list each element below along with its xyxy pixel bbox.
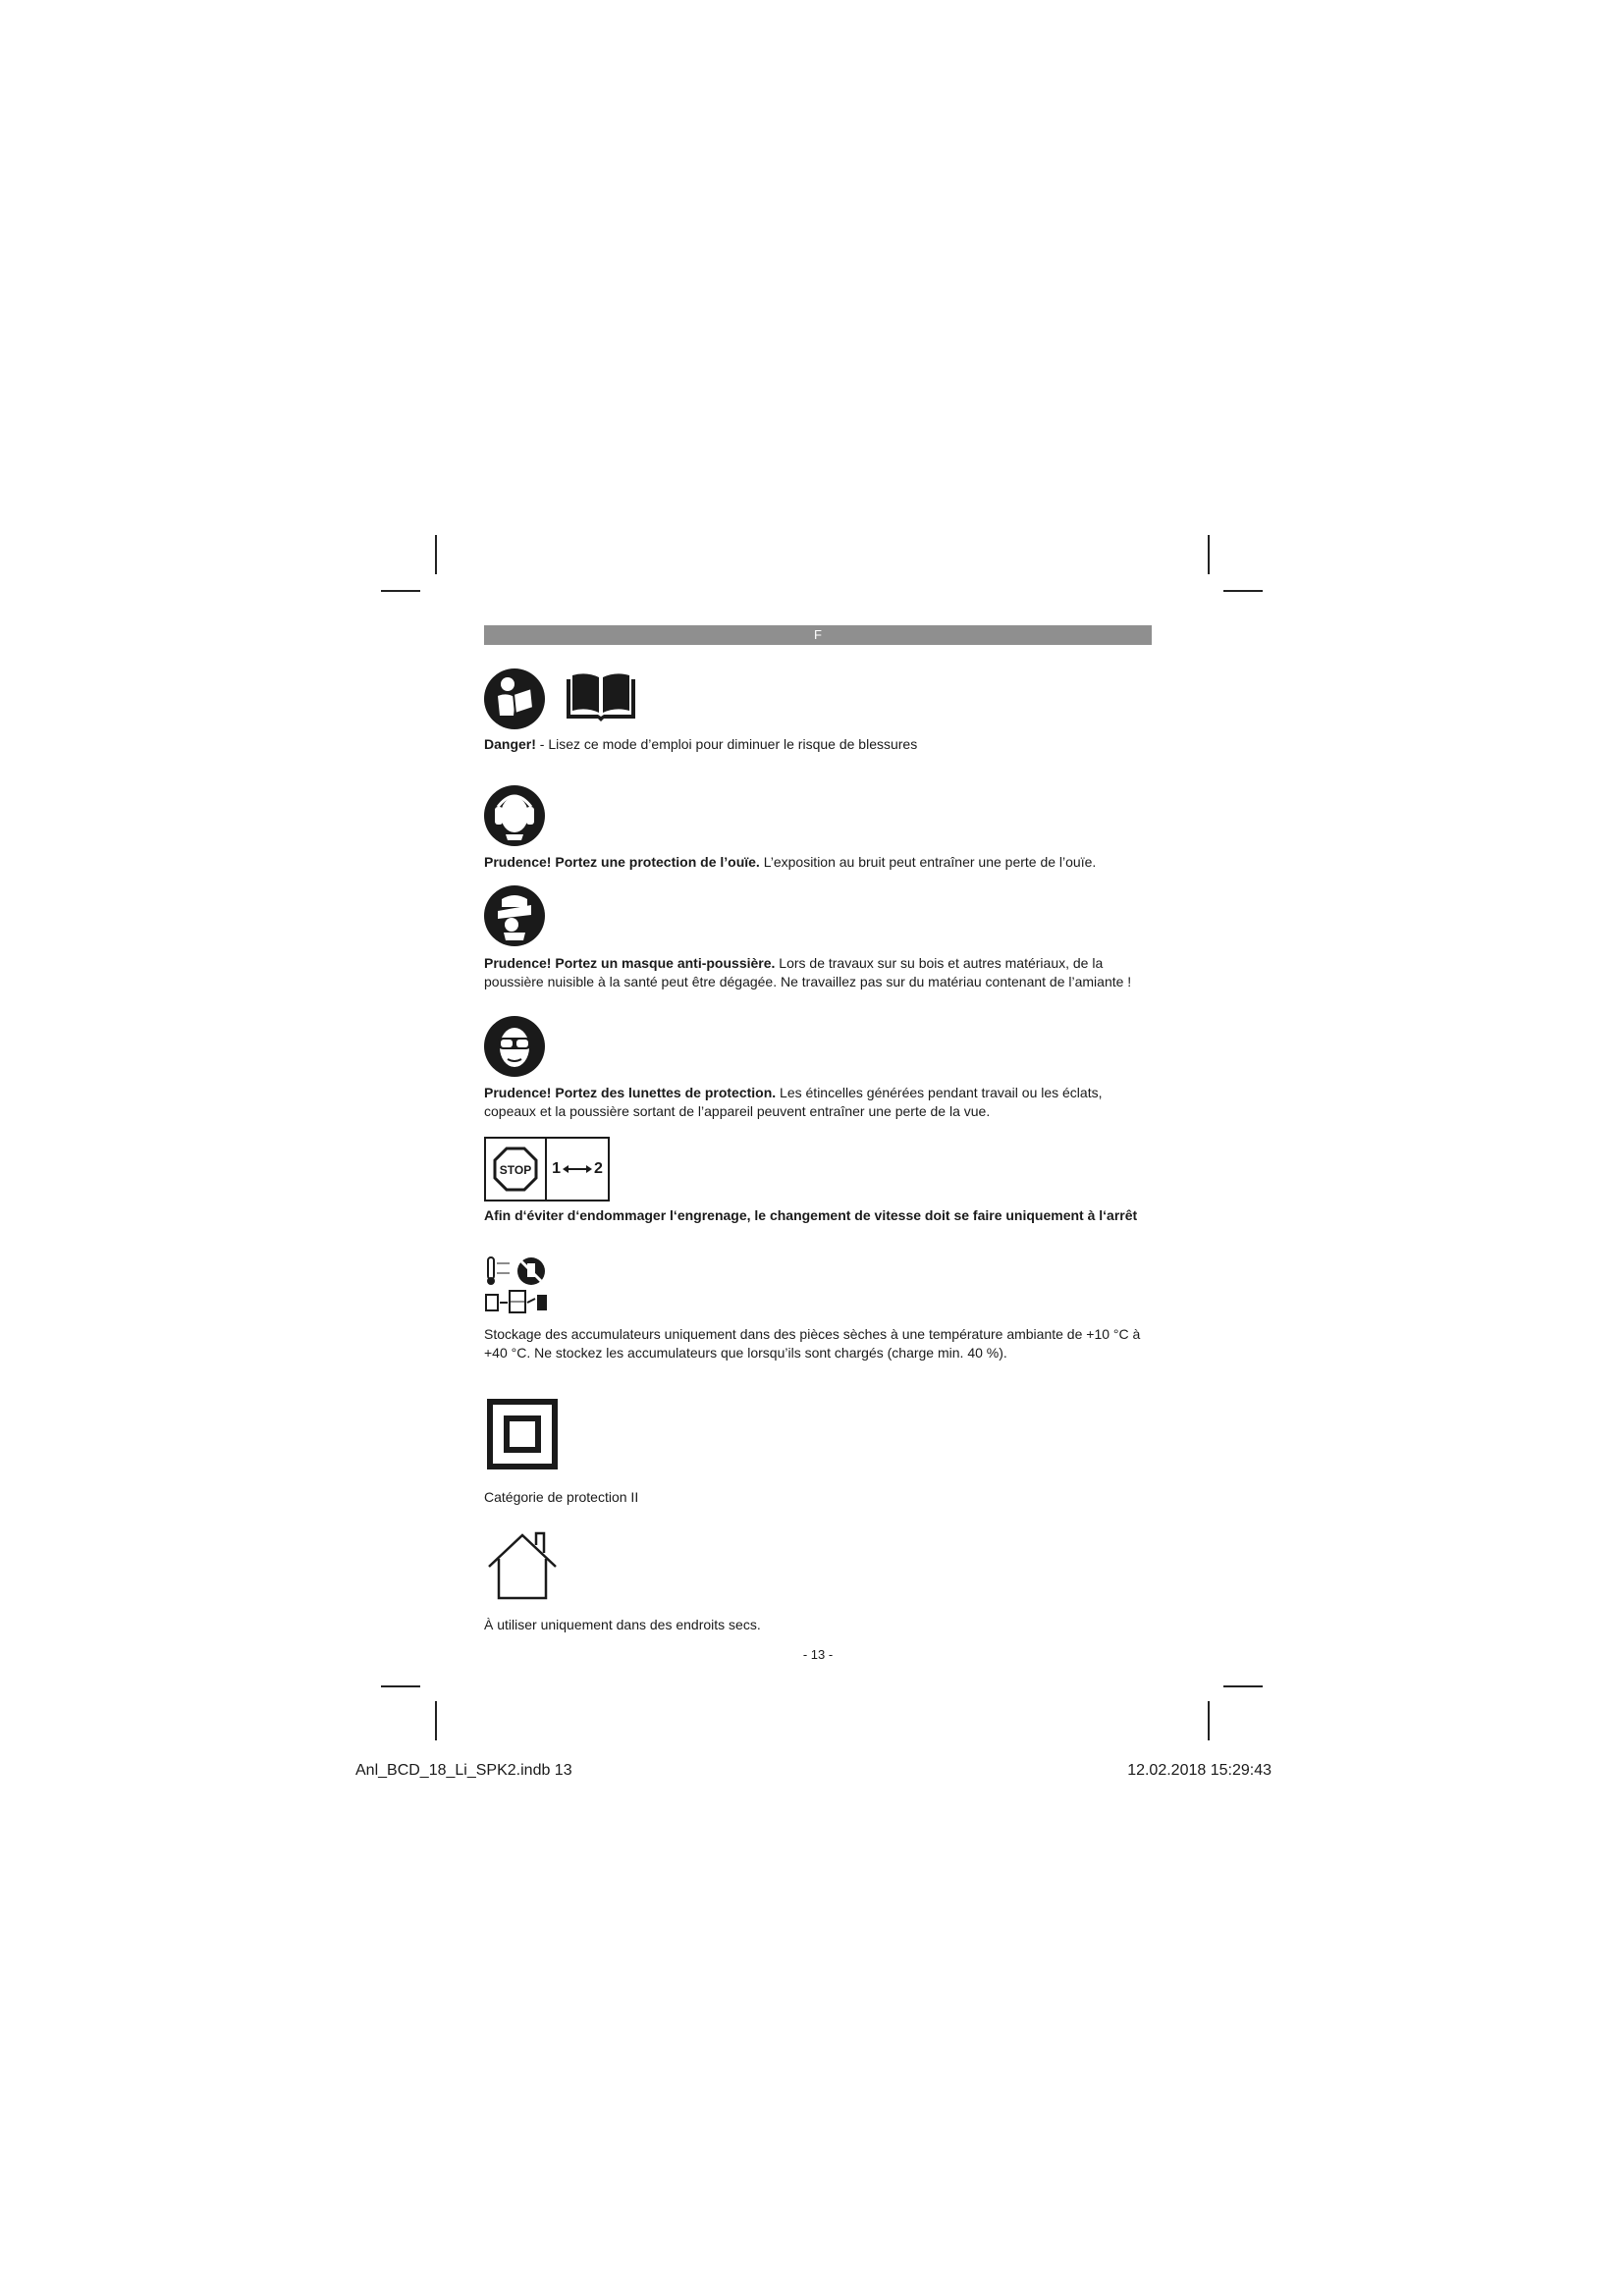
read-manual-icons (484, 668, 637, 729)
gear-two: 2 (594, 1160, 603, 1177)
goggles-icons (484, 1016, 545, 1077)
crop-mark (1223, 1685, 1263, 1687)
footer-timestamp: 12.02.2018 15:29:43 (1127, 1762, 1272, 1779)
read-manual-text: Danger! - Lisez ce mode d’emploi pour diminuer le risque de blessures (484, 736, 918, 752)
goggles-text: Prudence! Portez des lunettes de protection. Les étincelles générées pendant travail ou les éclats, copeaux et la poussière sortant de l’appareil peuvent entraîner une perte de la vue. (484, 1085, 1103, 1119)
crop-mark (381, 1685, 420, 1687)
page-number: - 13 - (802, 1647, 834, 1662)
dust-mask-icon (484, 885, 545, 946)
stop-sign-icon (486, 1139, 547, 1200)
crop-mark (381, 590, 420, 592)
battery-storage-icon (484, 1255, 553, 1321)
crop-mark (1208, 1701, 1210, 1740)
protection-class-text: Catégorie de protection II (484, 1489, 639, 1505)
stop-gear-change-icon (484, 1137, 610, 1201)
double-arrow-icon (563, 1164, 592, 1174)
dry-use-text: À utiliser uniquement dans des endroits secs. (484, 1617, 761, 1632)
storage-text: Stockage des accumulateurs uniquement dans des pièces sèches à une température ambiante de +10 °C à +40 °C. Ne stockez les accumulateurs que lorsqu’ils sont chargés (charge min. 40 %). (484, 1326, 1141, 1361)
open-book-icon (565, 671, 637, 727)
protection-class-ii-icon (487, 1399, 558, 1474)
language-bar: F (484, 625, 1152, 645)
crop-mark (1208, 535, 1210, 574)
svg-text:STOP: STOP (499, 1163, 532, 1177)
crop-mark (435, 535, 437, 574)
dust-mask-text: Prudence! Portez un masque anti-poussière. Lors de travaux sur su bois et autres matériaux, de la poussière nuisible à la santé peut être dégagée. Ne travaillez pas sur du matériau contenant de l’amiante ! (484, 955, 1132, 989)
gear-change-label (547, 1139, 608, 1200)
ear-protection-icon (484, 785, 545, 846)
house-icon (487, 1529, 558, 1605)
footer-file: Anl_BCD_18_Li_SPK2.indb 13 (355, 1762, 572, 1779)
crop-mark (435, 1701, 437, 1740)
read-manual-icon (484, 668, 545, 729)
crop-mark (1223, 590, 1263, 592)
safety-goggles-icon (484, 1016, 545, 1077)
gear-text: Afin d‘éviter d‘endommager l‘engrenage, le changement de vitesse doit se faire uniquement à l‘arrêt (484, 1207, 1138, 1223)
hearing-text: Prudence! Portez une protection de l’ouïe. L’exposition au bruit peut entraîner une perte de l’ouïe. (484, 854, 1097, 870)
dust-mask-icons (484, 885, 545, 946)
gear-one: 1 (552, 1160, 561, 1177)
hearing-icons (484, 785, 545, 846)
